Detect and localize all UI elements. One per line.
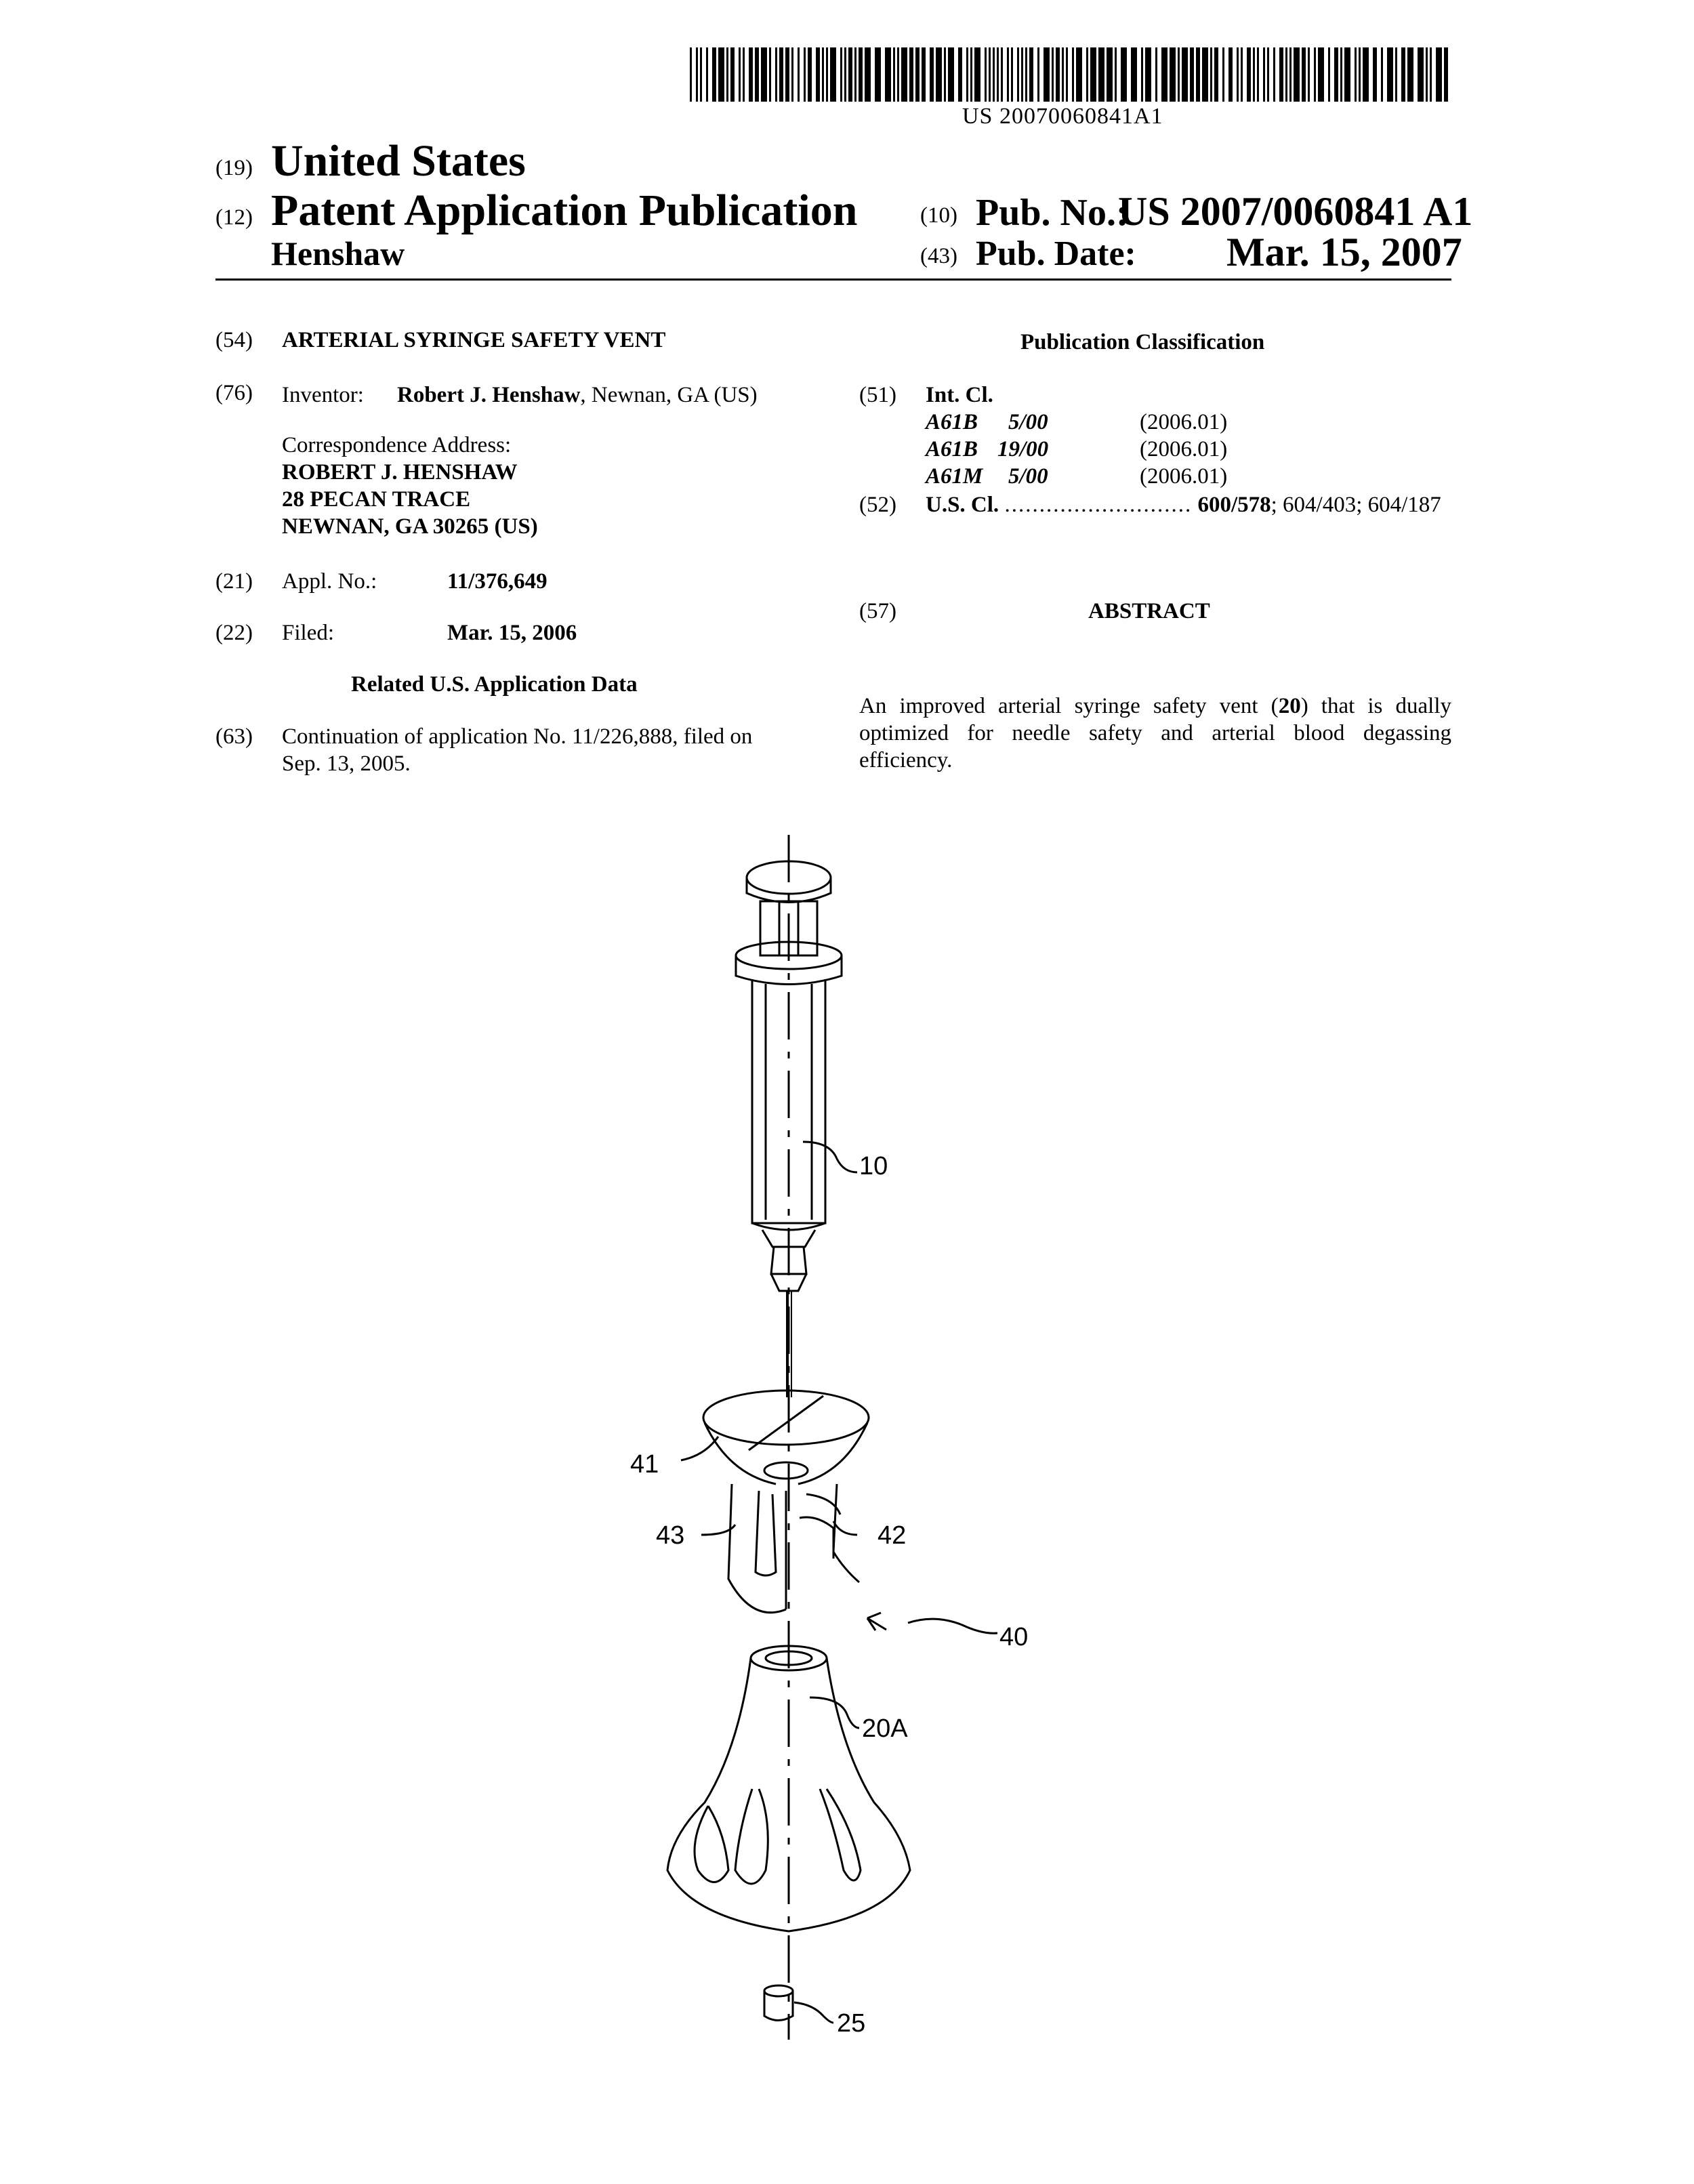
label-10: 10 [859,1152,888,1180]
vent-cap-drawing [703,1390,869,1613]
inventor-label: Inventor: [282,383,364,407]
leader-lines [681,1142,997,2023]
intcl-code-2: A61B [926,437,978,461]
abstract-heading: ABSTRACT [1088,599,1210,623]
intcl-label: Int. Cl. [926,383,993,407]
intcl-year-2: (2006.01) [1140,437,1228,461]
pubdate-value: Mar. 15, 2007 [1226,230,1462,274]
continuation-code: (63) [215,724,253,749]
syringe-drawing [736,861,842,1397]
uscl-rest: ; 604/403; 604/187 [1270,493,1441,517]
barcode-number: US 20070060841A1 [962,104,1163,129]
abstract-line-2: optimized for needle safety and arterial blood degassing [859,721,1451,745]
abstract-ref: 20 [1278,694,1301,718]
label-25: 25 [837,2009,866,2038]
abstract-line-3: efficiency. [859,748,953,772]
correspondence-street: 28 PECAN TRACE [282,487,471,512]
continuation-line-1: Continuation of application No. 11/226,888, filed on [282,724,753,749]
intcl-group-2: 19/00 [997,437,1049,461]
pubdate-label: Pub. Date: [976,234,1136,273]
pubdate-code: (43) [920,244,957,268]
continuation-line-2: Sep. 13, 2005. [282,751,411,776]
country-code: (19) [215,156,253,180]
inventor-surname-header: Henshaw [271,234,405,272]
title-code: (54) [215,328,253,352]
intcl-group-3: 5/00 [1008,464,1048,489]
appl-label: Appl. No.: [282,569,377,594]
intcl-year-3: (2006.01) [1140,464,1228,489]
label-40: 40 [999,1623,1029,1651]
inventor-code: (76) [215,381,253,405]
filed-code: (22) [215,621,253,645]
title: ARTERIAL SYRINGE SAFETY VENT [282,328,666,352]
intcl-year-1: (2006.01) [1140,410,1228,434]
appl-value: 11/376,649 [447,569,548,594]
pubno-label: Pub. No.: [976,192,1129,234]
intcl-group-1: 5/00 [1008,410,1048,434]
intcl-code: (51) [859,383,896,407]
inventor-name: Robert J. Henshaw [397,383,581,407]
uscl-code: (52) [859,493,896,517]
appl-code: (21) [215,569,253,594]
country-name: United States [271,136,526,186]
abstract-code: (57) [859,599,896,623]
filed-label: Filed: [282,621,335,645]
uscl-dots: ........................... [1004,493,1193,517]
type-code: (12) [215,205,253,230]
publication-type: Patent Application Publication [271,186,858,235]
abstract-post: ) that is dually [1300,694,1452,718]
uscl-label: U.S. Cl. [926,493,999,517]
intcl-code-3: A61M [926,464,983,489]
classification-heading: Publication Classification [1020,330,1265,354]
inventor-place: , Newnan, GA (US) [580,383,758,407]
pubno-code: (10) [920,203,957,228]
label-41: 41 [630,1450,659,1479]
correspondence-name: ROBERT J. HENSHAW [282,460,518,485]
abstract-pre: An improved arterial syringe safety vent ( [859,694,1279,718]
filed-value: Mar. 15, 2006 [447,621,577,645]
intcl-code-1: A61B [926,410,978,434]
label-43: 43 [656,1521,685,1550]
label-20A: 20A [862,1714,908,1743]
correspondence-label: Correspondence Address: [282,433,512,457]
pubno-value: US 2007/0060841 A1 [1118,189,1473,234]
related-heading: Related U.S. Application Data [351,672,638,697]
correspondence-city: NEWNAN, GA 30265 (US) [282,514,538,539]
label-42: 42 [877,1521,907,1550]
uscl-primary: 600/578 [1197,493,1271,517]
